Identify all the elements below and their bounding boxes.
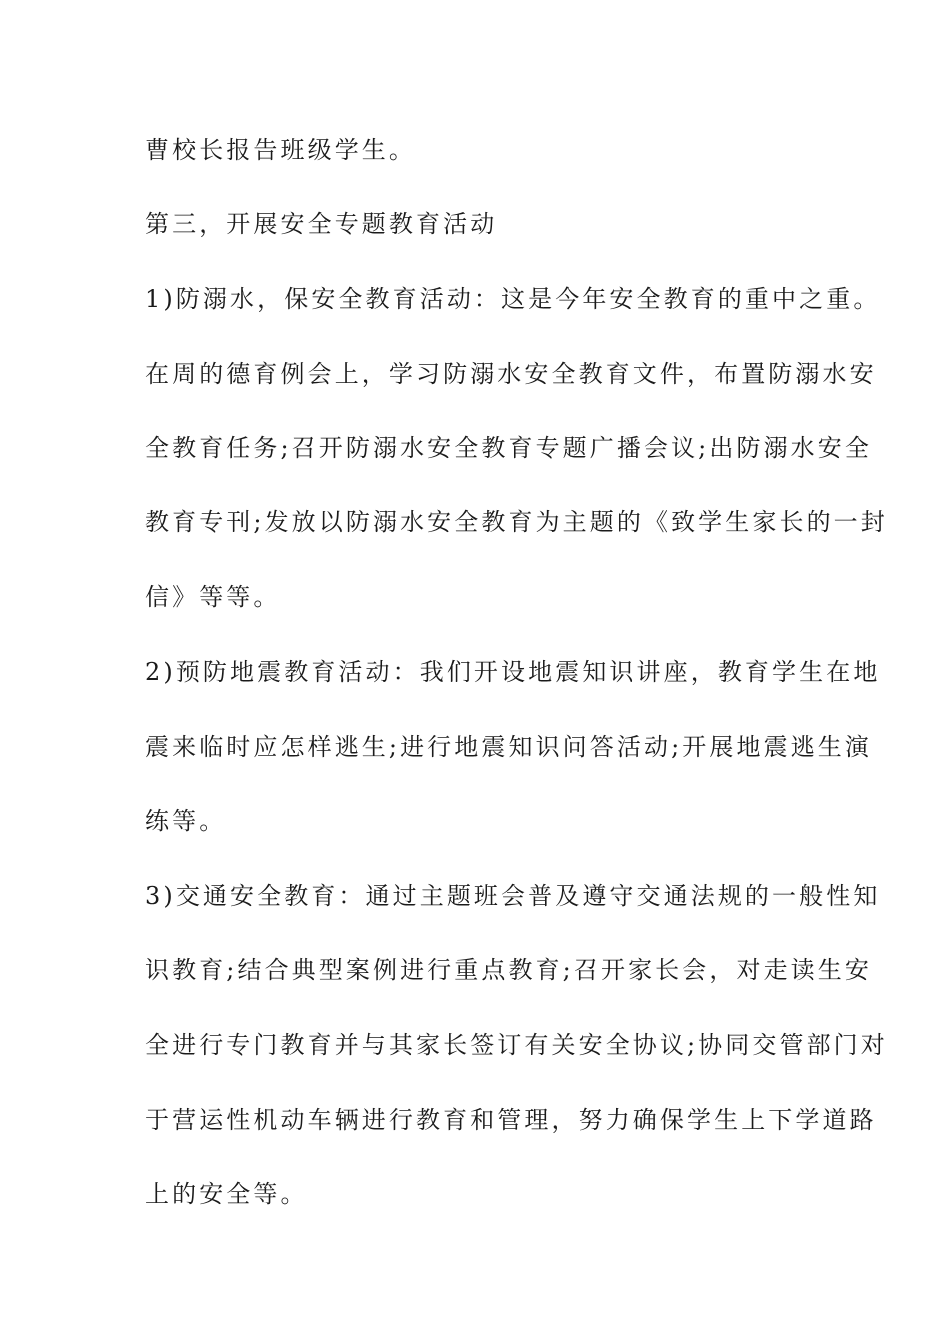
- text-line: 震来临时应怎样逃生;进行地震知识问答活动;开展地震逃生演: [145, 733, 872, 761]
- text-line: 于营运性机动车辆进行教育和管理，努力确保学生上下学道路: [145, 1106, 877, 1134]
- text-line: 1)防溺水，保安全教育活动：这是今年安全教育的重中之重。: [145, 285, 881, 313]
- text-line: 全教育任务;召开防溺水安全教育专题广播会议;出防溺水安全: [145, 434, 872, 462]
- text-line: 练等。: [145, 807, 227, 835]
- section-heading: 第三，开展安全专题教育活动: [145, 210, 498, 238]
- text-line: 信》等等。: [145, 583, 281, 611]
- text-line: 上的安全等。: [145, 1180, 308, 1208]
- text-line: 曹校长报告班级学生。: [145, 136, 416, 164]
- text-line: 2)预防地震教育活动：我们开设地震知识讲座，教育学生在地: [145, 658, 881, 686]
- text-line: 3)交通安全教育：通过主题班会普及遵守交通法规的一般性知: [145, 882, 881, 910]
- text-line: 全进行专门教育并与其家长签订有关安全协议;协同交管部门对: [145, 1031, 888, 1059]
- text-line: 在周的德育例会上，学习防溺水安全教育文件，布置防溺水安: [145, 360, 877, 388]
- text-line: 教育专刊;发放以防溺水安全教育为主题的《致学生家长的一封: [145, 508, 888, 536]
- text-line: 识教育;结合典型案例进行重点教育;召开家长会，对走读生安: [145, 956, 872, 984]
